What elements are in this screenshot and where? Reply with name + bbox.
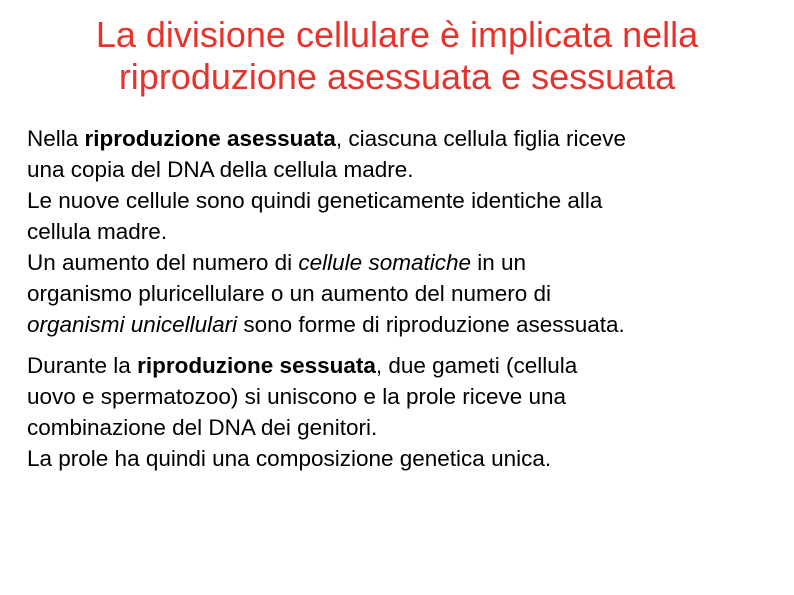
text-line: La prole ha quindi una composizione genetica unica.: [27, 446, 552, 471]
text-segment: Durante la: [27, 353, 138, 378]
slide-title: [0, 14, 794, 98]
bold-term: riproduzione asessuata: [84, 126, 336, 151]
slide-body: [27, 123, 782, 474]
italic-term: cellule somatiche: [298, 250, 471, 275]
text-segment: , ciascuna cellula figlia riceve: [335, 126, 626, 151]
text-line: una copia del DNA della cellula madre.: [27, 157, 414, 182]
text-line: organismo pluricellulare o un aumento del numero di: [27, 281, 552, 306]
paragraph-sexual: [27, 350, 782, 474]
title-line-1: La divisione cellulare è implicata nella: [95, 14, 699, 55]
text-line: [27, 309, 782, 340]
title-line-2: riproduzione asessuata e sessuata: [118, 56, 676, 97]
text-segment: Nella: [27, 126, 85, 151]
text-line: [27, 350, 782, 381]
text-line: [27, 123, 782, 154]
text-segment: , due gameti (cellula: [375, 353, 578, 378]
paragraph-asexual: [27, 123, 782, 340]
text-segment: in un: [471, 250, 527, 275]
text-line: uovo e spermatozoo) si uniscono e la prole riceve una: [27, 384, 567, 409]
text-line: cellula madre.: [27, 219, 168, 244]
bold-term: riproduzione sessuata: [137, 353, 376, 378]
italic-term: organismi unicellulari: [27, 312, 238, 337]
text-line: combinazione del DNA dei genitori.: [27, 415, 378, 440]
text-line: [27, 247, 782, 278]
text-segment: sono forme di riproduzione asessuata.: [237, 312, 625, 337]
text-line: Le nuove cellule sono quindi geneticamente identiche alla: [27, 188, 603, 213]
text-segment: Un aumento del numero di: [27, 250, 299, 275]
